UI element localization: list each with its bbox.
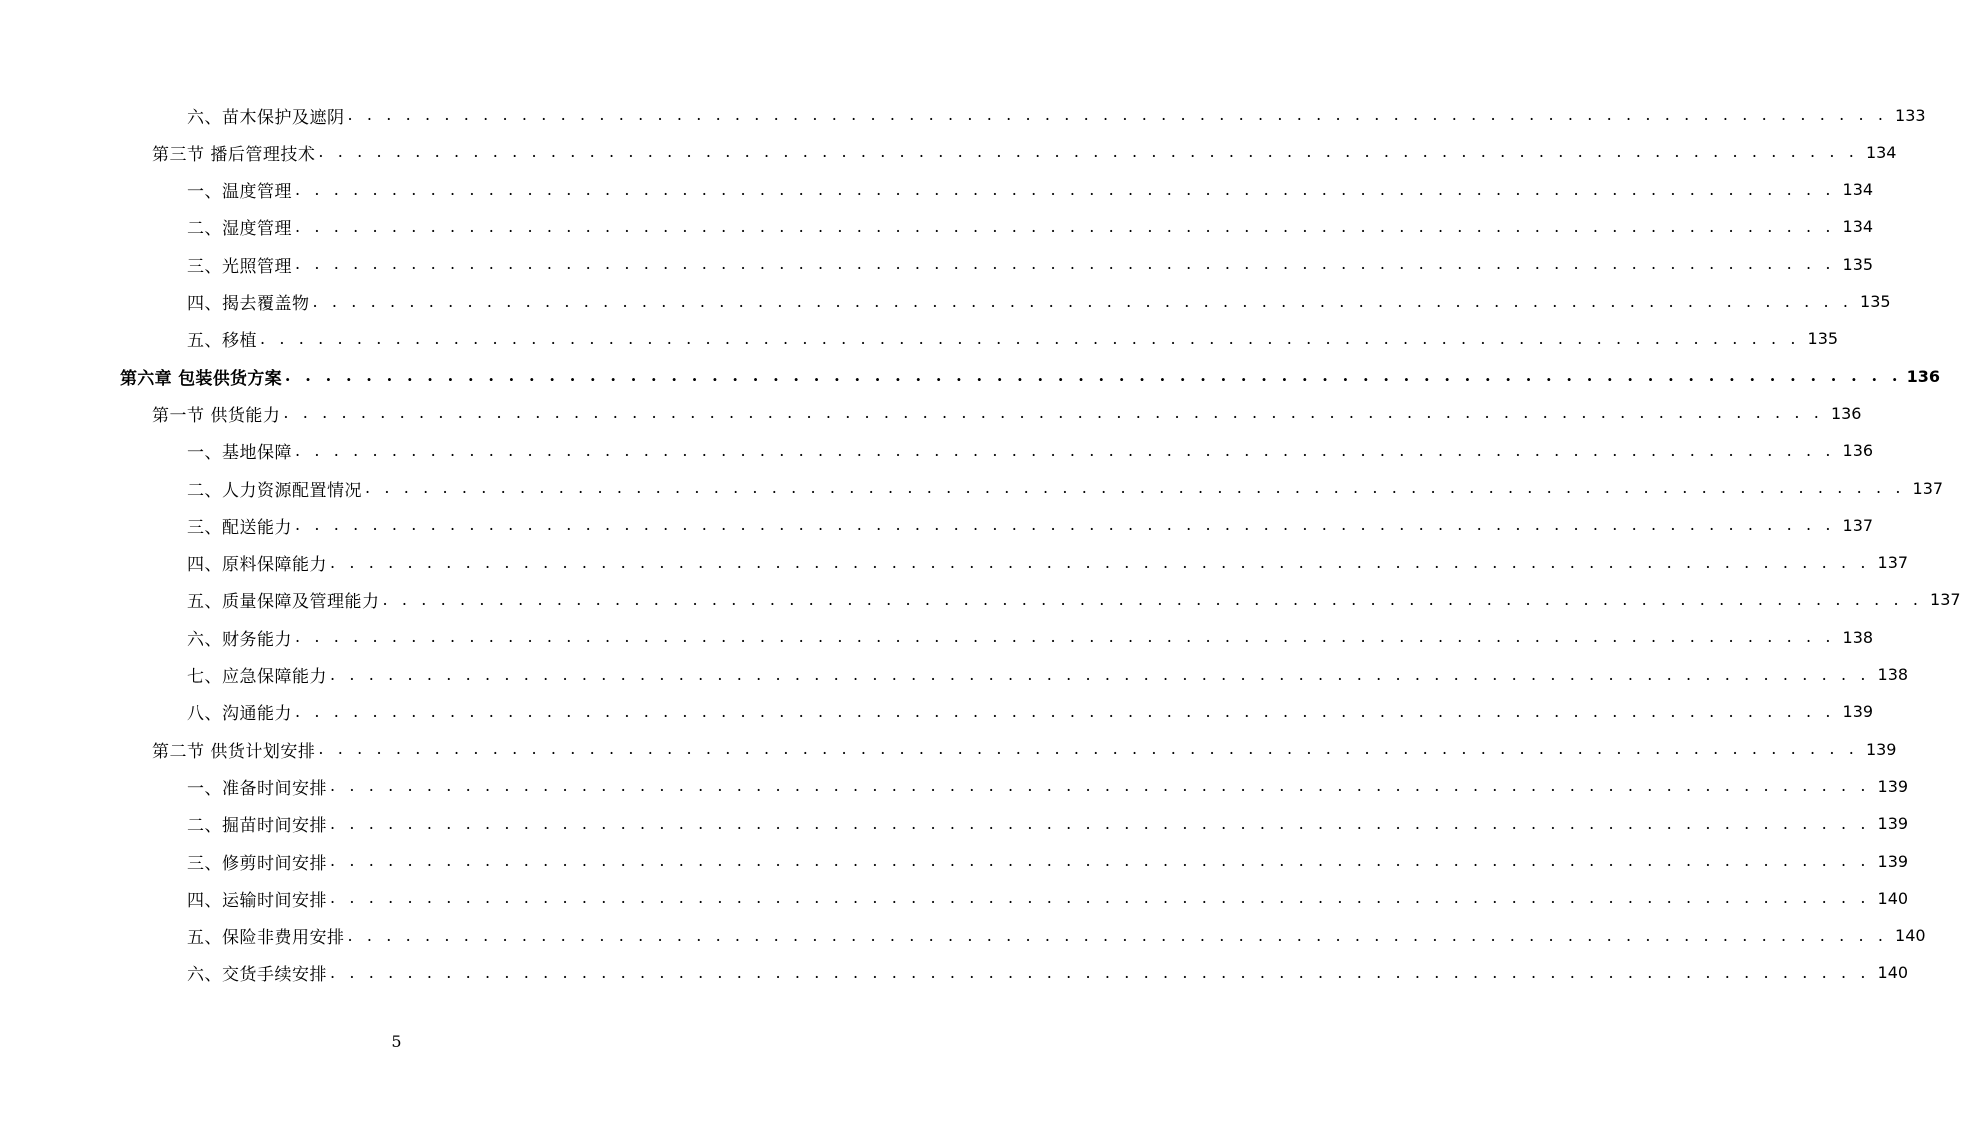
toc-entry-page: 137 <box>1912 478 1944 498</box>
toc-dot-leader: . . . . . . . . . . . . . . . . . . . . . . . . . . . . . . . . . . . . . . . . . . . . . . . . . . . . . . . . . . . . . . . . . . . . . . . . . . . . . . . . <box>283 403 1824 423</box>
toc-entry-page: 136 <box>1906 366 1941 386</box>
toc-item-entry <box>187 436 1874 466</box>
toc-dot-leader: . . . . . . . . . . . . . . . . . . . . . . . . . . . . . . . . . . . . . . . . . . . . . . . . . . . . . . . . . . . . . . . . . . . . . . . . . . . . . . . . <box>260 328 1801 348</box>
toc-entry-label: 八、沟通能力 <box>187 704 292 725</box>
toc-entry-page: 136 <box>1842 441 1874 461</box>
toc-item-entry <box>187 324 1839 354</box>
toc-entry-page: 139 <box>1877 814 1909 834</box>
toc-item-entry <box>187 548 1909 578</box>
toc-entry-label: 一、准备时间安排 <box>187 778 327 799</box>
toc-item-entry <box>187 958 1909 988</box>
toc-entry-page: 137 <box>1842 515 1874 535</box>
toc-chapter-entry <box>120 361 1941 391</box>
toc-item-entry <box>187 473 1944 503</box>
toc-entry-label: 二、人力资源配置情况 <box>187 480 362 501</box>
toc-entry-label: 一、温度管理 <box>187 182 292 203</box>
toc-dot-leader: . . . . . . . . . . . . . . . . . . . . . . . . . . . . . . . . . . . . . . . . . . . . . . . . . . . . . . . . . . . . . . . . . . . . . . . . . . . . . . . . <box>295 216 1836 236</box>
toc-entry-label: 七、应急保障能力 <box>187 667 327 687</box>
toc-dot-leader: . . . . . . . . . . . . . . . . . . . . . . . . . . . . . . . . . . . . . . . . . . . . . . . . . . . . . . . . . . . . . . . . . . . . . . . . . . . . . . . . <box>330 776 1871 796</box>
toc-dot-leader: . . . . . . . . . . . . . . . . . . . . . . . . . . . . . . . . . . . . . . . . . . . . . . . . . . . . . . . . . . . . . . . . . . . . . . . . . . . . . . . . <box>330 851 1871 870</box>
page-number: 5 <box>391 1032 402 1051</box>
toc-entry-label: 二、湿度管理 <box>187 219 292 240</box>
toc-entry-label: 一、基地保障 <box>187 443 292 464</box>
toc-item-entry <box>187 585 1961 615</box>
toc-entry-label: 六、交货手续安排 <box>187 965 327 986</box>
toc-dot-leader: . . . . . . . . . . . . . . . . . . . . . . . . . . . . . . . . . . . . . . . . . . . . . . . . . . . . . . . . . . . . . . . . . . . . . . . . . . . . . . . . <box>330 813 1871 833</box>
toc-item-entry <box>187 249 1874 279</box>
toc-dot-leader: . . . . . . . . . . . . . . . . . . . . . . . . . . . . . . . . . . . . . . . . . . . . . . . . . . . . . . . . . . . . . . . . . . . . . . . . . . . . . . . . <box>295 515 1836 535</box>
toc-dot-leader: . . . . . . . . . . . . . . . . . . . . . . . . . . . . . . . . . . . . . . . . . . . . . . . . . . . . . . . . . . . . . . . . . . . . . . . . . . . . . . . . <box>295 254 1836 274</box>
toc-dot-leader: . . . . . . . . . . . . . . . . . . . . . . . . . . . . . . . . . . . . . . . . . . . . . . . . . . . . . . . . . . . . . . . . . . . . . . . . . . . . . . . . <box>330 664 1871 684</box>
toc-dot-leader: . . . . . . . . . . . . . . . . . . . . . . . . . . . . . . . . . . . . . . . . . . . . . . . . . . . . . . . . . . . . . . . . . . . . . . . . . . . . . . . . <box>318 739 1859 759</box>
toc-entry-page: 137 <box>1930 590 1961 610</box>
toc-entry-label: 第一节 供货能力 <box>152 405 281 426</box>
toc-entry-page: 137 <box>1877 553 1909 573</box>
toc-dot-leader: . . . . . . . . . . . . . . . . . . . . . . . . . . . . . . . . . . . . . . . . . . . . . . . . . . . . . . . . . . . . . . . . . . . . . . . . . . . . . . . . <box>318 142 1859 162</box>
toc-item-entry <box>187 846 1909 876</box>
toc-entry-page: 139 <box>1877 776 1909 796</box>
toc-entry-label: 四、运输时间安排 <box>187 890 327 911</box>
toc-dot-leader: . . . . . . . . . . . . . . . . . . . . . . . . . . . . . . . . . . . . . . . . . . . . . . . . . . . . . . . . . . . . . . . . . . . . . . . . . . . . . . . . <box>330 962 1871 982</box>
toc-entry-page: 140 <box>1877 888 1909 908</box>
toc-entry-label: 三、配送能力 <box>187 517 292 538</box>
toc-entry-page: 135 <box>1807 329 1839 349</box>
toc-item-entry <box>187 771 1909 801</box>
toc-dot-leader: . . . . . . . . . . . . . . . . . . . . . . . . . . . . . . . . . . . . . . . . . . . . . . . . . . . . . . . . . . . . . . . . . . . . . . . . . . . . . . . . <box>295 627 1836 647</box>
toc-entry-page: 140 <box>1895 926 1926 946</box>
toc-item-entry <box>187 883 1909 913</box>
toc-entry-page: 139 <box>1865 739 1897 759</box>
toc-section-entry <box>152 137 1897 167</box>
toc-section-entry <box>152 398 1862 428</box>
toc-item-entry <box>187 100 1926 130</box>
toc-entry-page: 134 <box>1842 217 1874 237</box>
toc-dot-leader: . . . . . . . . . . . . . . . . . . . . . . . . . . . . . . . . . . . . . . . . . . . . . . . . . . . . . . . . . . . . . . . . . . . . . . . . . . . . . . . . <box>284 366 1903 386</box>
toc-entry-page: 133 <box>1895 105 1926 125</box>
toc-dot-leader: . . . . . . . . . . . . . . . . . . . . . . . . . . . . . . . . . . . . . . . . . . . . . . . . . . . . . . . . . . . . . . . . . . . . . . . . . . . . . . . . <box>295 701 1836 721</box>
toc-dot-leader: . . . . . . . . . . . . . . . . . . . . . . . . . . . . . . . . . . . . . . . . . . . . . . . . . . . . . . . . . . . . . . . . . . . . . . . . . . . . . . . . <box>382 589 1923 609</box>
toc-entry-label: 第二节 供货计划安排 <box>152 741 316 762</box>
toc-entry-page: 135 <box>1842 254 1874 274</box>
toc-entry-page: 135 <box>1860 292 1891 311</box>
toc-entry-label: 二、掘苗时间安排 <box>187 816 327 837</box>
toc-entry-label: 第三节 播后管理技术 <box>152 144 316 165</box>
toc-entry-page: 136 <box>1830 403 1862 423</box>
toc-dot-leader: . . . . . . . . . . . . . . . . . . . . . . . . . . . . . . . . . . . . . . . . . . . . . . . . . . . . . . . . . . . . . . . . . . . . . . . . . . . . . . . . <box>312 291 1853 311</box>
toc-dot-leader: . . . . . . . . . . . . . . . . . . . . . . . . . . . . . . . . . . . . . . . . . . . . . . . . . . . . . . . . . . . . . . . . . . . . . . . . . . . . . . . . <box>347 105 1888 124</box>
toc-entry-label: 六、财务能力 <box>187 629 292 650</box>
toc-item-entry <box>187 510 1874 540</box>
toc-dot-leader: . . . . . . . . . . . . . . . . . . . . . . . . . . . . . . . . . . . . . . . . . . . . . . . . . . . . . . . . . . . . . . . . . . . . . . . . . . . . . . . . <box>295 440 1836 460</box>
toc-entry-label: 四、原料保障能力 <box>187 555 327 576</box>
toc-entry-page: 134 <box>1865 142 1897 162</box>
toc-entry-label: 五、保险非费用安排 <box>187 928 345 949</box>
toc-item-entry <box>187 175 1874 205</box>
toc-section-entry <box>152 734 1897 764</box>
toc-item-entry <box>187 212 1874 242</box>
toc-dot-leader: . . . . . . . . . . . . . . . . . . . . . . . . . . . . . . . . . . . . . . . . . . . . . . . . . . . . . . . . . . . . . . . . . . . . . . . . . . . . . . . . <box>365 478 1906 497</box>
toc-entry-label: 三、修剪时间安排 <box>187 853 327 874</box>
toc-entry-page: 139 <box>1842 702 1874 722</box>
toc-item-entry <box>187 921 1926 951</box>
toc-entry-label: 四、揭去覆盖物 <box>187 294 310 314</box>
toc-entry-page: 138 <box>1877 665 1909 684</box>
toc-entry-page: 140 <box>1877 963 1909 983</box>
toc-entry-page: 138 <box>1842 627 1874 647</box>
toc-entry-label: 五、移植 <box>187 331 257 352</box>
toc-entry-label: 六、苗木保护及遮阴 <box>187 107 345 128</box>
toc-item-entry <box>187 287 1891 317</box>
toc-entry-label: 三、光照管理 <box>187 256 292 277</box>
toc-item-entry <box>187 809 1909 839</box>
toc-item-entry <box>187 697 1874 727</box>
toc-entry-label: 第六章 包装供货方案 <box>120 368 282 389</box>
toc-dot-leader: . . . . . . . . . . . . . . . . . . . . . . . . . . . . . . . . . . . . . . . . . . . . . . . . . . . . . . . . . . . . . . . . . . . . . . . . . . . . . . . . <box>295 179 1836 199</box>
toc-dot-leader: . . . . . . . . . . . . . . . . . . . . . . . . . . . . . . . . . . . . . . . . . . . . . . . . . . . . . . . . . . . . . . . . . . . . . . . . . . . . . . . . <box>330 888 1871 908</box>
toc-item-entry <box>187 622 1874 652</box>
toc-entry-page: 139 <box>1877 851 1909 871</box>
toc-item-entry <box>187 660 1909 690</box>
toc-entry-page: 134 <box>1842 180 1874 200</box>
toc-dot-leader: . . . . . . . . . . . . . . . . . . . . . . . . . . . . . . . . . . . . . . . . . . . . . . . . . . . . . . . . . . . . . . . . . . . . . . . . . . . . . . . . <box>330 552 1871 572</box>
toc-dot-leader: . . . . . . . . . . . . . . . . . . . . . . . . . . . . . . . . . . . . . . . . . . . . . . . . . . . . . . . . . . . . . . . . . . . . . . . . . . . . . . . . <box>347 925 1888 945</box>
toc-entry-label: 五、质量保障及管理能力 <box>187 592 380 613</box>
